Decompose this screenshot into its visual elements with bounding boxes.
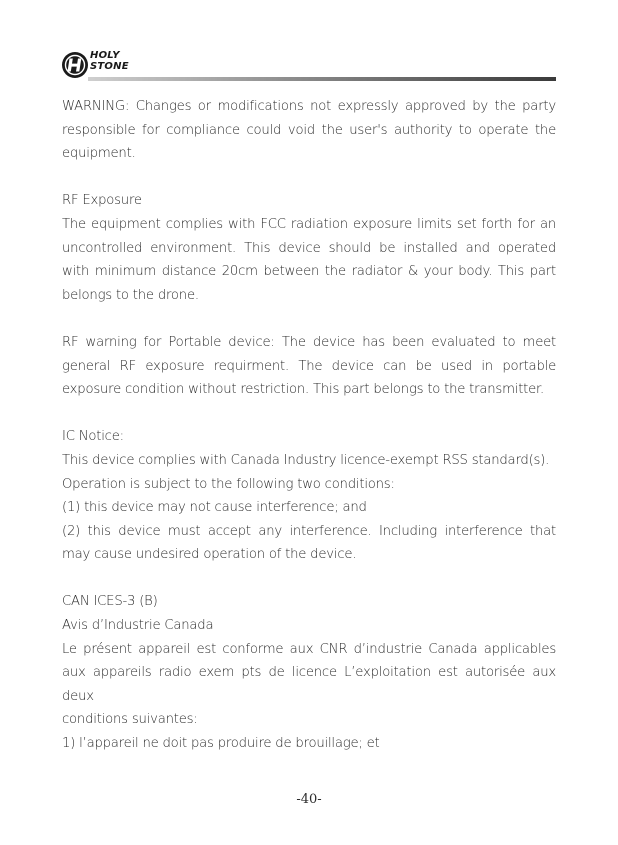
can-ices-paragraph <box>62 590 556 755</box>
page-number: -40- <box>296 792 322 807</box>
warning-paragraph <box>62 95 556 166</box>
logo-wordmark <box>90 51 129 72</box>
text-line: RF warning for Portable device: The device has been evaluated to meet <box>62 334 556 350</box>
text-line: responsible for compliance could void the user's authority to operate the <box>62 122 556 138</box>
text-line: equipment. <box>62 146 136 162</box>
section-heading: IC Notice: <box>62 429 124 445</box>
text-line: belongs to the drone. <box>62 287 199 303</box>
section-heading: RF Exposure <box>62 193 142 209</box>
document-body <box>62 95 556 779</box>
text-line: uncontrolled environment. This device should be installed and operated <box>62 240 556 256</box>
text-line: This device complies with Canada Industry licence-exempt RSS standard(s). <box>62 452 550 468</box>
ic-notice-paragraph <box>62 425 556 567</box>
page-header <box>60 48 556 88</box>
text-line: general RF exposure requirment. The device can be used in portable <box>62 358 556 374</box>
logo-line-1: HOLY <box>90 50 120 61</box>
text-line: with minimum distance 20cm between the radiator & your body. This part <box>62 264 556 280</box>
text-line: (2) this device must accept any interference. Including interference that <box>62 523 556 539</box>
text-line: WARNING: Changes or modifications not expressly approved by the party <box>62 99 556 114</box>
logo-line-2: STONE <box>90 60 129 72</box>
rf-warning-paragraph <box>62 331 556 402</box>
text-line: aux appareils radio exem pts de licence L’exploitation est autorisée aux deux <box>62 665 556 704</box>
text-line: Operation is subject to the following two conditions: <box>62 476 395 492</box>
text-line: 1) l’appareil ne doit pas produire de brouillage; et <box>62 736 380 752</box>
text-line: conditions suivantes: <box>62 712 198 728</box>
text-line: (1) this device may not cause interference; and <box>62 500 367 516</box>
rf-exposure-paragraph <box>62 189 556 307</box>
text-line: Le présent appareil est conforme aux CNR d’industrie Canada applicables <box>62 641 556 657</box>
header-divider <box>88 77 556 81</box>
text-line: may cause undesired operation of the device. <box>62 547 357 563</box>
text-line: Avis d’Industrie Canada <box>62 618 214 634</box>
text-line: The equipment complies with FCC radiation exposure limits set forth for an <box>62 216 556 232</box>
text-line: exposure condition without restriction. This part belongs to the transmitter. <box>62 382 545 398</box>
holy-stone-h-logo-icon <box>60 50 90 80</box>
section-heading: CAN ICES-3 (B) <box>62 594 158 610</box>
